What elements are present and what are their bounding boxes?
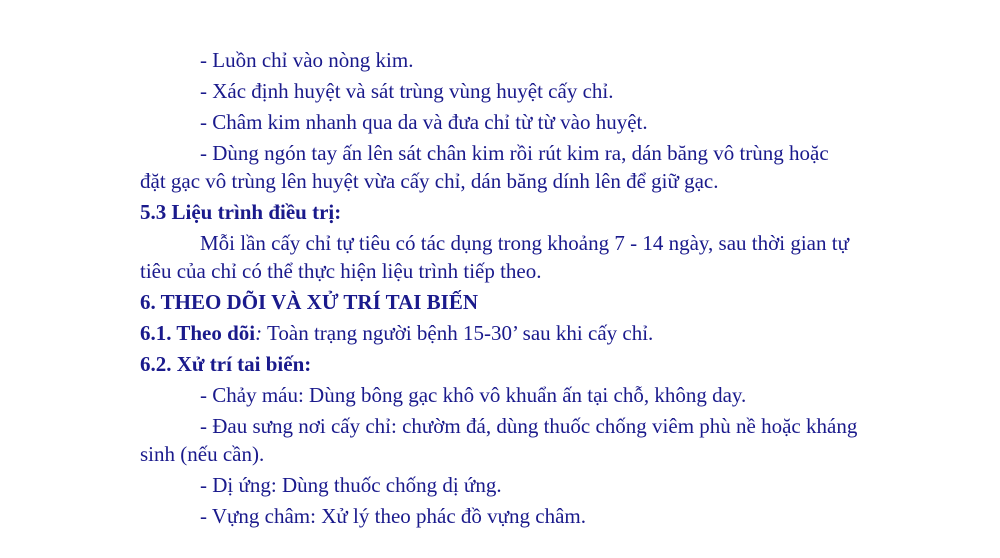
step-withdraw-needle: - Dùng ngón tay ấn lên sát chân kim rồi rút kim ra, dán băng vô trùng hoặc bbox=[200, 141, 829, 165]
section-6-heading: 6. THEO DÕI VÀ XỬ TRÍ TAI BIẾN bbox=[140, 290, 479, 314]
section-5-3-paragraph: Mỗi lần cấy chỉ tự tiêu có tác dụng trong khoảng 7 - 14 ngày, sau thời gian tự bbox=[200, 231, 849, 255]
step-thread-needle: - Luồn chỉ vào nòng kim. bbox=[200, 48, 414, 72]
section-6-1-colon: : bbox=[255, 321, 263, 345]
section-6-2-heading: 6.2. Xử trí tai biến: bbox=[140, 352, 312, 376]
item-swelling: - Đau sưng nơi cấy chỉ: chườm đá, dùng thuốc chống viêm phù nề hoặc kháng bbox=[200, 414, 858, 438]
section-6-1-text: Toàn trạng người bệnh 15-30’ sau khi cấy chỉ. bbox=[262, 321, 654, 345]
step-insert-needle: - Châm kim nhanh qua da và đưa chỉ từ từ vào huyệt. bbox=[200, 110, 648, 134]
document-page bbox=[140, 46, 930, 530]
section-6-1-line bbox=[140, 319, 930, 347]
step-withdraw-needle-cont: đặt gạc vô trùng lên huyệt vừa cấy chỉ, dán băng dính lên để giữ gạc. bbox=[140, 169, 719, 193]
item-allergy: - Dị ứng: Dùng thuốc chống dị ứng. bbox=[200, 473, 502, 497]
section-6-1-label: 6.1. Theo dõi bbox=[140, 321, 256, 345]
section-5-3-paragraph-cont: tiêu của chỉ có thể thực hiện liệu trình tiếp theo. bbox=[140, 259, 542, 283]
section-5-3-heading: 5.3 Liệu trình điều trị: bbox=[140, 200, 342, 224]
item-fainting: - Vựng châm: Xử lý theo phác đồ vựng châm. bbox=[200, 504, 587, 528]
item-swelling-cont: sinh (nếu cần). bbox=[140, 442, 265, 466]
item-bleeding: - Chảy máu: Dùng bông gạc khô vô khuẩn ấn tại chỗ, không day. bbox=[200, 383, 747, 407]
step-locate-acupoint: - Xác định huyệt và sát trùng vùng huyệt cấy chỉ. bbox=[200, 79, 614, 103]
